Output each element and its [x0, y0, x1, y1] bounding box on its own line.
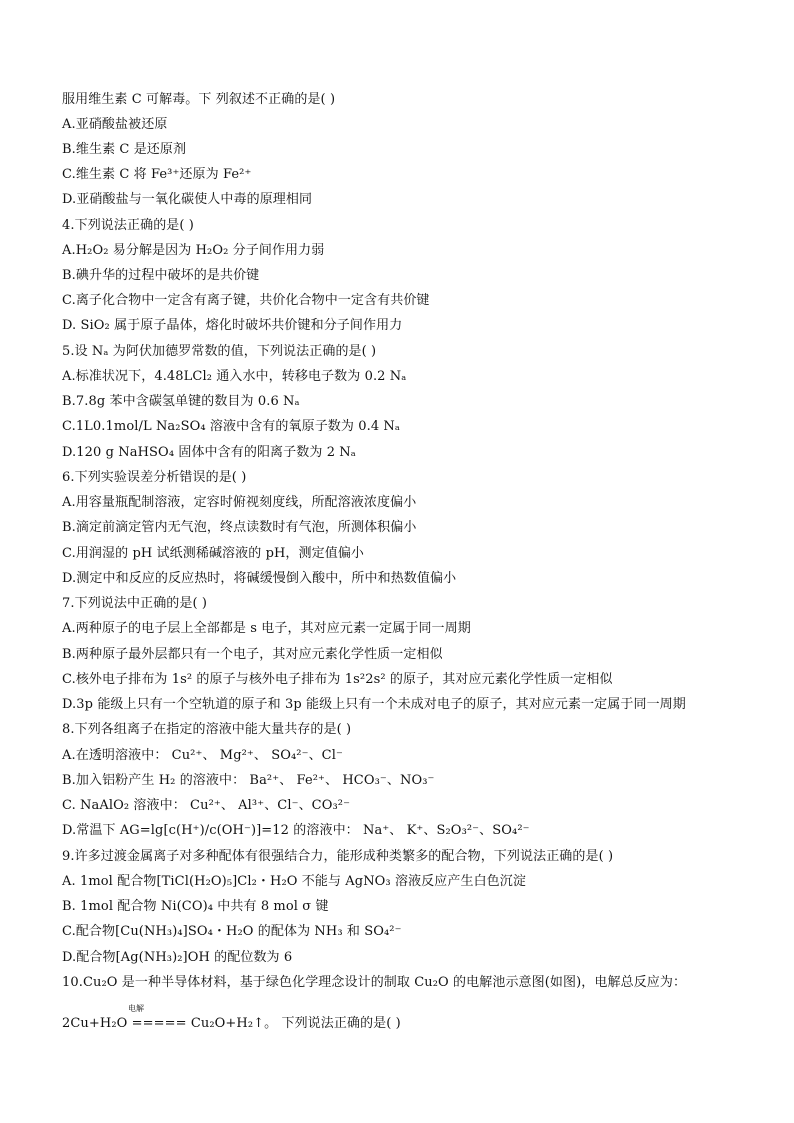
text-line: B.维生素 C 是还原剂 — [62, 142, 187, 157]
equation-line: 2Cu+H₂O ===== Cu₂O+H₂↑。 下列说法正确的是( ) — [62, 1016, 401, 1031]
question-6: 6.下列实验误差分析错误的是( ) — [62, 470, 247, 485]
text-line: D. SiO₂ 属于原子晶体，熔化时破坏共价键和分子间作用力 — [62, 318, 403, 333]
text-line: B.7.8g 苯中含碳氢单键的数目为 0.6 Nₐ — [62, 394, 300, 409]
text-line: D.120 g NaHSO₄ 固体中含有的阳离子数为 2 Nₐ — [62, 445, 356, 460]
text-line: A.两种原子的电子层上全部都是 s 电子，其对应元素一定属于同一周期 — [62, 621, 471, 636]
text-line: B.两种原子最外层都只有一个电子，其对应元素化学性质一定相似 — [62, 647, 443, 662]
text-line: 服用维生素 C 可解毒。下 列叙述不正确的是( ) — [62, 92, 336, 107]
question-5: 5.设 Nₐ 为阿伏加德罗常数的值，下列说法正确的是( ) — [62, 344, 377, 359]
text-line: B. 1mol 配合物 Ni(CO)₄ 中共有 8 mol σ 键 — [62, 899, 329, 914]
text-line: D.常温下 AG=lg[c(H⁺)/c(OH⁻)]=12 的溶液中： Na⁺、 K⁺、S₂O₃²⁻、SO₄²⁻ — [62, 823, 530, 838]
text-line: D.亚硝酸盐与一氧化碳使人中毒的原理相同 — [62, 192, 313, 207]
text-line: A.在透明溶液中： Cu²⁺、 Mg²⁺、 SO₄²⁻、Cl⁻ — [62, 748, 343, 763]
equation-condition-label: 电解 — [128, 1004, 144, 1013]
question-8: 8.下列各组离子在指定的溶液中能大量共存的是( ) — [62, 722, 352, 737]
text-line: A.标准状况下，4.48LCl₂ 通入水中，转移电子数为 0.2 Nₐ — [62, 369, 407, 384]
text-line: C.1L0.1mol/L Na₂SO₄ 溶液中含有的氧原子数为 0.4 Nₐ — [62, 419, 401, 434]
text-line: C.维生素 C 将 Fe³⁺还原为 Fe²⁺ — [62, 167, 252, 182]
text-line: C. NaAlO₂ 溶液中： Cu²⁺、 Al³⁺、Cl⁻、CO₃²⁻ — [62, 798, 351, 813]
text-line: A.用容量瓶配制溶液，定容时俯视刻度线，所配溶液浓度偏小 — [62, 495, 417, 510]
text-line: A.H₂O₂ 易分解是因为 H₂O₂ 分子间作用力弱 — [62, 243, 325, 258]
question-9: 9.许多过渡金属离子对多种配体有很强结合力，能形成种类繁多的配合物，下列说法正确的是( ) — [62, 849, 614, 864]
text-line: B.碘升华的过程中破坏的是共价键 — [62, 268, 260, 283]
question-10: 10.Cu₂O 是一种半导体材料，基于绿色化学理念设计的制取 Cu₂O 的电解池示意图(如图)，电解总反应为： — [62, 975, 687, 990]
text-line: C.离子化合物中一定含有离子键，共价化合物中一定含有共价键 — [62, 293, 430, 308]
question-4: 4.下列说法正确的是( ) — [62, 218, 194, 233]
text-line: D.配合物[Ag(NH₃)₂]OH 的配位数为 6 — [62, 950, 293, 965]
question-7: 7.下列说法中正确的是( ) — [62, 596, 208, 611]
text-line: A.亚硝酸盐被还原 — [62, 117, 168, 132]
text-line: C.配合物[Cu(NH₃)₄]SO₄・H₂O 的配体为 NH₃ 和 SO₄²⁻ — [62, 924, 402, 939]
text-line: C.用润湿的 pH 试纸测稀碱溶液的 pH，测定值偏小 — [62, 546, 365, 561]
text-line: B.加入铝粉产生 H₂ 的溶液中： Ba²⁺、 Fe²⁺、 HCO₃⁻、NO₃⁻ — [62, 773, 435, 788]
text-line: D.3p 能级上只有一个空轨道的原子和 3p 能级上只有一个未成对电子的原子，其对应元素一定属于同一周期 — [62, 697, 686, 712]
text-line: D.测定中和反应的反应热时，将碱缓慢倒入酸中，所中和热数值偏小 — [62, 571, 457, 586]
text-line: C.核外电子排布为 1s² 的原子与核外电子排布为 1s²2s² 的原子，其对应元素化学性质一定相似 — [62, 672, 613, 687]
text-line: B.滴定前滴定管内无气泡，终点读数时有气泡，所测体积偏小 — [62, 520, 417, 535]
text-line: A. 1mol 配合物[TiCl(H₂O)₅]Cl₂・H₂O 不能与 AgNO₃ 溶液反应产生白色沉淀 — [62, 874, 526, 889]
